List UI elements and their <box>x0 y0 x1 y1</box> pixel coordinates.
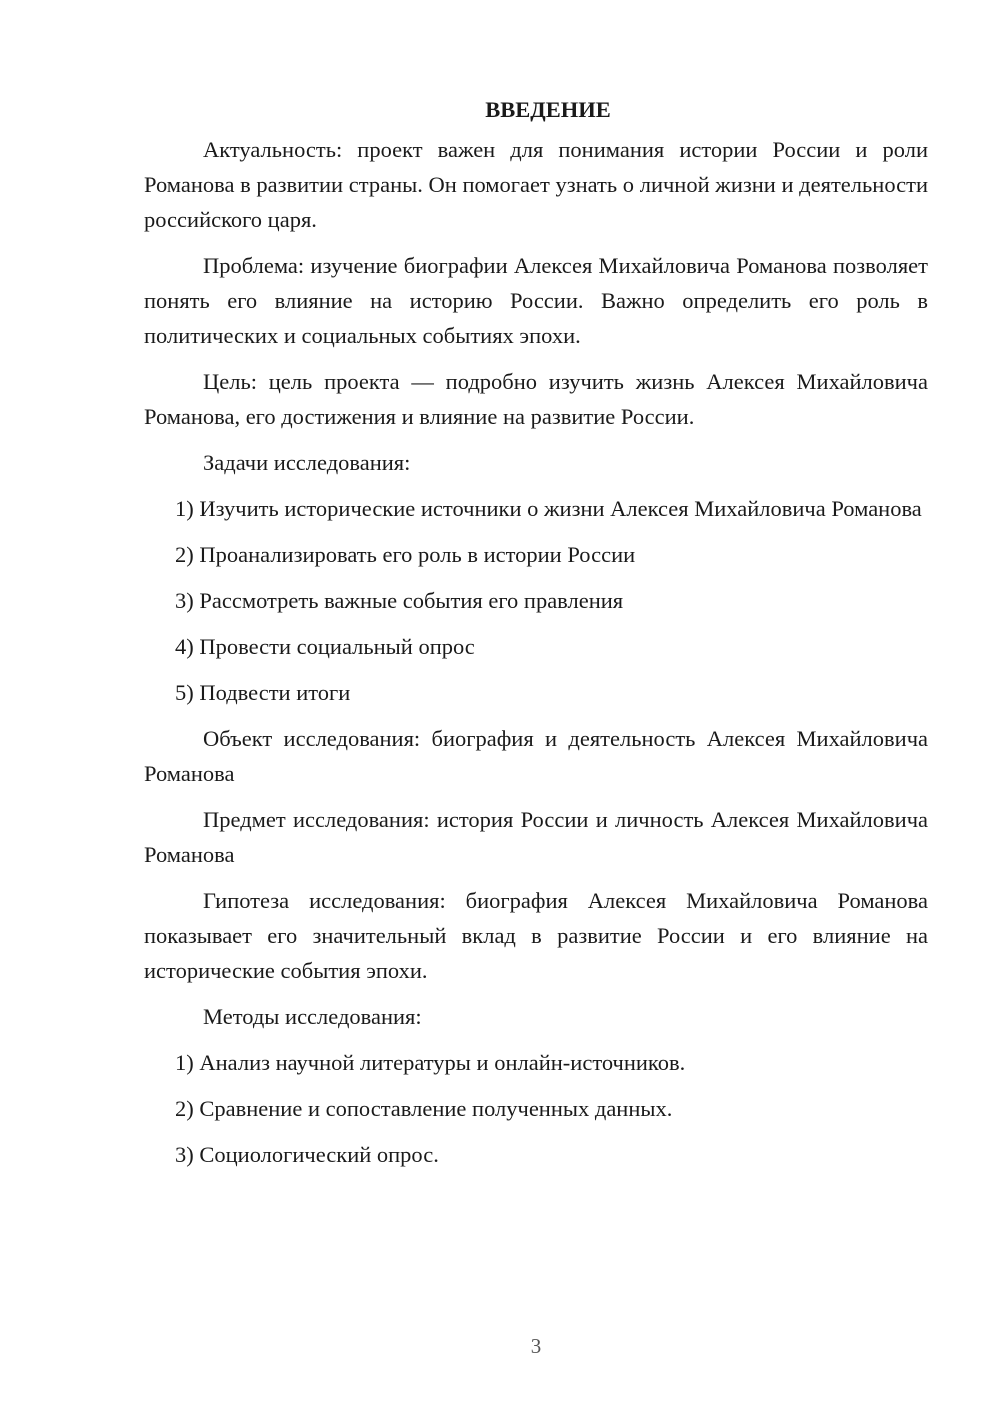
page-content <box>144 92 928 1172</box>
goal-paragraph: Цель: цель проекта — подробно изучить жизнь Алексея Михайловича Романова, его достижения и влияние на развитие России. <box>144 369 928 429</box>
method-item: 1) Анализ научной литературы и онлайн-источников. <box>175 1050 686 1075</box>
task-item: 5) Подвести итоги <box>175 680 351 705</box>
section-heading: ВВЕДЕНИЕ <box>485 97 611 122</box>
task-item: 1) Изучить исторические источники о жизни Алексея Михайловича Романова <box>175 496 922 521</box>
hypothesis-paragraph: Гипотеза исследования: биография Алексея Михайловича Романова показывает его значительный вклад в развитие России и его влияние на исторические события эпохи. <box>144 888 928 983</box>
task-item: 4) Провести социальный опрос <box>175 634 475 659</box>
object-paragraph: Объект исследования: биография и деятельность Алексея Михайловича Романова <box>144 726 928 786</box>
tasks-heading: Задачи исследования: <box>203 450 411 475</box>
task-item: 2) Проанализировать его роль в истории России <box>175 542 636 567</box>
method-item: 2) Сравнение и сопоставление полученных данных. <box>175 1096 673 1121</box>
subject-paragraph: Предмет исследования: история России и личность Алексея Михайловича Романова <box>144 807 928 867</box>
relevance-paragraph: Актуальность: проект важен для понимания истории России и роли Романова в развитии страны. Он помогает узнать о личной жизни и деятельности российского царя. <box>144 137 928 232</box>
task-item: 3) Рассмотреть важные события его правления <box>175 588 624 613</box>
methods-heading: Методы исследования: <box>203 1004 422 1029</box>
page-number: 3 <box>530 1334 542 1358</box>
problem-paragraph: Проблема: изучение биографии Алексея Михайловича Романова позволяет понять его влияние на историю России. Важно определить его роль в политических и социальных событиях эпохи. <box>144 253 928 348</box>
method-item: 3) Социологический опрос. <box>175 1142 439 1167</box>
